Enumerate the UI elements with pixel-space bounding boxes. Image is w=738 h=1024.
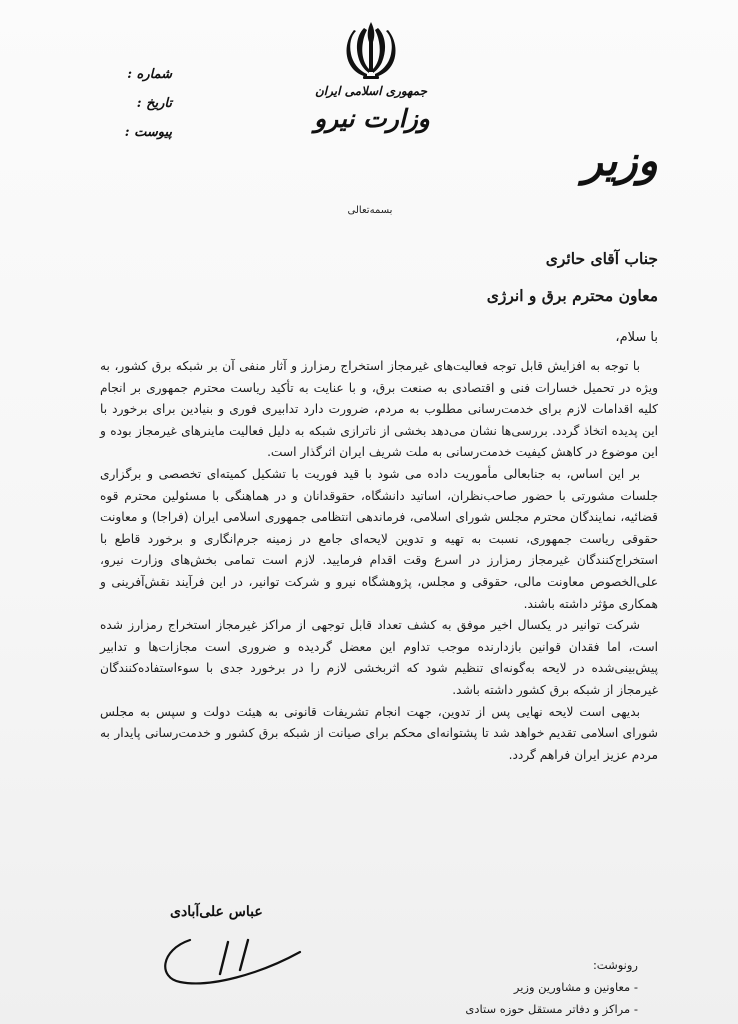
cc-heading: رونوشت: bbox=[592, 958, 638, 972]
minister-title: وزیر bbox=[582, 136, 658, 185]
reference-block bbox=[112, 60, 172, 147]
republic-name: جمهوری اسلامی ایران bbox=[314, 84, 428, 98]
paragraph-1: با توجه به افزایش قابل توجه فعالیت‌های غیرمجاز استخراج رمزارز و آثار منفی آن بر شبکه برق کشور، به ویژه در تحمیل خسارات فنی و اقتصادی به صنعت برق، و با عنایت به تأکید ریاست محترم جمهوری بر انجام کلیه اقدامات لازم برای خدمت‌رسانی مطلوب به مردم، ضرورت دارد تدابیری فوری و بنیادین برای برخورد با این پدیده اتخاذ گردد. بررسی‌ها نشان می‌دهد بخشی از ناترازی شبکه به دلیل فعالیت ماینرهای غیرمجاز بوده و این موضوع در کاهش کیفیت خدمت‌رسانی به ملت شریف ایران اثرگذار است. bbox=[100, 359, 658, 460]
signatory-name: عباس علی‌آبادی bbox=[170, 904, 263, 920]
recipient-block bbox=[358, 240, 658, 314]
greeting: با سلام، bbox=[615, 330, 658, 345]
iran-emblem-icon bbox=[336, 20, 406, 82]
letter-body bbox=[100, 356, 658, 766]
recipient-title: معاون محترم برق و انرژی bbox=[486, 286, 658, 305]
paragraph-4: بدیهی است لایحه نهایی پس از تدوین، جهت انجام تشریفات قانونی به هیئت دولت و سپس به مجلس شورای اسلامی تقدیم خواهد شد تا پشتوانه‌ای محکم برای صیانت از شبکه برق کشور و خدمت‌رسانی پایدار به مردم عزیز ایران فراهم گردد. bbox=[100, 704, 658, 762]
number-label: شماره : bbox=[127, 67, 172, 82]
date-label: تاریخ : bbox=[136, 96, 172, 111]
cc-item: - معاونین و مشاورین وزیر bbox=[513, 980, 638, 994]
attachment-label: پیوست : bbox=[124, 125, 172, 140]
cc-item: - مراکز و دفاتر مستقل حوزه ستادی bbox=[465, 1002, 638, 1016]
paragraph-3: شرکت توانیر در یکسال اخیر موفق به کشف تعداد قابل توجهی از مراکز غیرمجاز استخراج رمزارز شده است، اما فقدان قوانین بازدارنده موجب تداوم این معضل گردیده و ضروری است مجازات‌ها و تدابیر پیش‌بینی‌شده در لایحه به‌گونه‌ای تنظیم شود که اثربخشی لازم را در برخورد جدی با سوءاستفاده‌کنندگان غیرمجاز از شبکه برق کشور داشته باشد. bbox=[100, 618, 658, 697]
paragraph-2: بر این اساس، به جنابعالی مأموریت داده می شود با قید فوریت با تشکیل کمیته‌ای تخصصی و برگزاری جلسات مشورتی با حضور صاحب‌نظران، اساتید دانشگاه، حقوقدانان و در هماهنگی با مسئولین محترم قوه قضائیه، نمایندگان محترم مجلس شورای اسلامی، فرماندهی انتظامی جمهوری اسلامی ایران (فراجا) و معاونت حقوقی ریاست جمهوری، نسبت به تهیه و تدوین لایحه‌ای جامع در زمینه جرم‌انگاری و برخورد قاطع با استخراج‌کنندگان غیرمجاز رمزارز در اسرع وقت اقدام فرمایید. لازم است تمامی بخش‌های وزارت نیرو، علی‌الخصوص معاونت مالی، حقوقی و مجلس، پژوهشگاه نیرو و شرکت توانیر، در این فرآیند نقش‌آفرینی و همکاری مؤثر داشته باشند. bbox=[100, 466, 658, 611]
ministry-name: وزارت نیرو bbox=[314, 104, 430, 133]
recipient-name: جناب آقای حائری bbox=[545, 249, 658, 268]
basmala: بسمه‌تعالی bbox=[347, 205, 393, 216]
cc-block bbox=[338, 954, 638, 1020]
